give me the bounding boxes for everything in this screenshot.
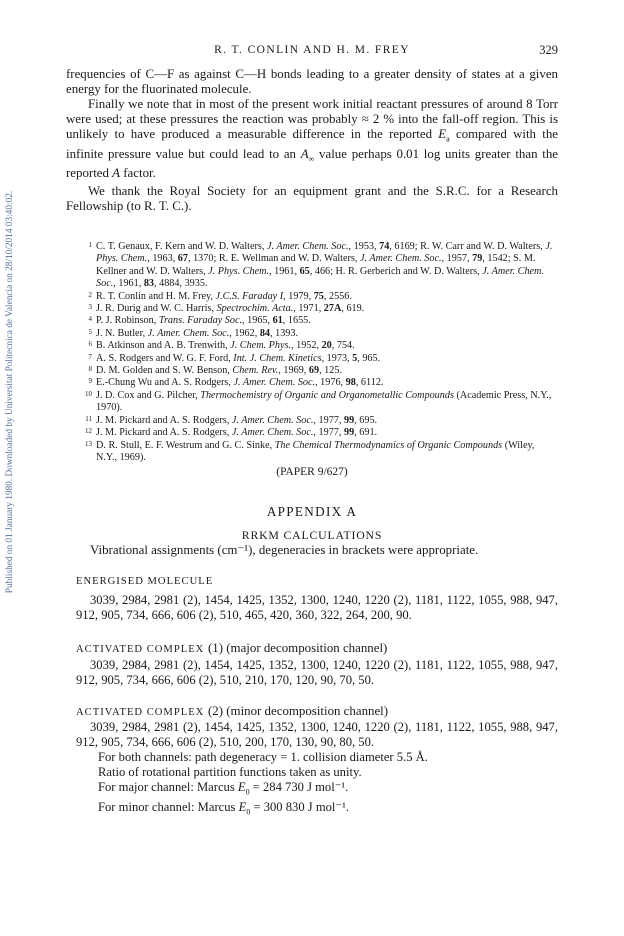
reference-text: J. R. Durig and W. C. Harris, Spectrochim. Acta., 1971, 27A, 619. <box>96 303 365 315</box>
paragraph-1: frequencies of C—F as against C—H bonds leading to a greater density of states at a given energy for the fluorinated molecule. <box>66 67 558 96</box>
reference-number: 3 <box>88 303 92 312</box>
reference-text: E.-Chung Wu and A. S. Rodgers, J. Amer. Chem. Soc., 1976, 98, 6112. <box>96 377 384 389</box>
header-authors: R. T. CONLIN AND H. M. FREY <box>214 44 410 56</box>
reference-item <box>78 340 558 352</box>
page-number: 329 <box>539 43 558 57</box>
reference-item <box>78 427 558 439</box>
param-line-1: For both channels: path degeneracy = 1. collision diameter 5.5 Å. <box>98 750 428 764</box>
reference-item <box>78 315 558 327</box>
reference-item <box>78 365 558 377</box>
reference-number: 4 <box>88 315 92 324</box>
param-line-4: For minor channel: Marcus $E_0 = 300$ 830 J mol⁻¹. <box>98 799 350 817</box>
reference-text: P. J. Robinson, Trans. Faraday Soc., 1965, 61, 1655. <box>96 315 311 327</box>
reference-number: 1 <box>88 241 92 249</box>
frequencies-complex-1: 3039, 2984, 2981 (2), 1454, 1425, 1352, 1300, 1240, 1220 (2), 1181, 1122, 1055, 988, 947, 912, 905, 734, 666, 606 (2), 510, 210, 170, 120, 90, 70, 50. <box>76 658 558 687</box>
appendix-intro: Vibrational assignments (cm⁻¹), degeneracies in brackets were appropriate. <box>90 543 479 557</box>
appendix-subtitle: RRKM CALCULATIONS <box>241 528 383 542</box>
section-activated-complex-1: ACTIVATED COMPLEX (1) (major decomposition channel) <box>76 641 388 655</box>
reference-number: 11 <box>85 414 92 423</box>
reference-text: B. Atkinson and A. B. Trenwith, J. Chem. Phys., 1952, 20, 754. <box>96 340 355 352</box>
reference-text: J. D. Cox and G. Pilcher, Thermochemistry of Organic and Organometallic Compounds (Academic Press, N.Y., 1970). <box>96 389 552 414</box>
reference-text: J. M. Pickard and A. S. Rodgers, J. Amer. Chem. Soc., 1977, 99, 691. <box>96 427 378 439</box>
reference-text: R. T. Conlin and H. M. Frey, J.C.S. Faraday I, 1979, 75, 2556. <box>96 290 352 302</box>
reference-number: 13 <box>85 439 92 448</box>
frequencies-energised: 3039, 2984, 2981 (2), 1454, 1425, 1352, 1300, 1240, 1220 (2), 1181, 1122, 1055, 988, 947, 912, 905, 734, 666, 606 (2), 510, 465, 420, 360, 322, 264, 200, 90. <box>76 593 558 622</box>
reference-item <box>78 415 558 427</box>
reference-item <box>78 303 558 315</box>
body-text <box>66 67 558 181</box>
reference-item <box>78 440 558 465</box>
reference-text: D. R. Stull, E. F. Westrum and G. C. Sinke, The Chemical Thermodynamics of Organic Compounds (Wiley, N.Y., 1969). <box>96 439 535 463</box>
section-energised-molecule: ENERGISED MOLECULE <box>76 576 214 587</box>
reference-item <box>78 353 558 365</box>
reference-number: 8 <box>88 365 92 374</box>
reference-number: 7 <box>88 352 92 361</box>
running-header <box>66 44 558 62</box>
reference-item <box>78 377 558 389</box>
channel-parameters <box>98 750 558 819</box>
paragraph-2: Finally we note that in most of the present work initial reactant pressures of around 8 Torr were used; at these pressures the reaction was probably ≈ 2 % into the fall-off region. This is unlikely to have produced a measurable difference in the reported $E_a$ compared with the infinite pressure value but could lead to an $A_\infty$ value perhaps 0.01 log units greater than the reported A factor. <box>66 97 558 181</box>
reference-number: 12 <box>85 427 92 436</box>
reference-number: 10 <box>85 389 92 398</box>
reference-item <box>78 390 558 415</box>
frequencies-complex-2: 3039, 2984, 2981 (2), 1454, 1425, 1352, 1300, 1240, 1220 (2), 1181, 1122, 1055, 988, 947, 912, 905, 734, 666, 606 (2), 510, 200, 170, 130, 90, 80, 50. <box>76 720 558 749</box>
reference-number: 5 <box>88 327 92 336</box>
reference-list <box>78 241 558 464</box>
reference-text: D. M. Golden and S. W. Benson, Chem. Rev., 1969, 69, 125. <box>96 365 342 377</box>
reference-text: A. S. Rodgers and W. G. F. Ford, Int. J. Chem. Kinetics, 1973, 5, 965. <box>96 352 381 364</box>
appendix-title: APPENDIX A <box>266 504 358 519</box>
reference-number: 6 <box>88 340 92 349</box>
section-activated-complex-2: ACTIVATED COMPLEX (2) (minor decomposition channel) <box>76 704 389 718</box>
reference-text: J. N. Butler, J. Amer. Chem. Soc., 1962, 84, 1393. <box>96 327 299 339</box>
reference-text: C. T. Genaux, F. Kern and W. D. Walters, J. Amer. Chem. Soc., 1953, 74, 6169; R. W. Carr and W. D. Walters, J. Phys. Chem., 1963, 67, 1370; R. E. Wellman and W. D. Walters, J. Amer. Chem. Soc., 1957, 79, 1542; S. M. Kellner and W. D. Walters, J. Phys. Chem., 1961, 65, 466; H. R. Gerberich and W. D. Walters, J. Amer. Chem. Soc., 1961, 83, 4884, 3935. <box>96 241 553 290</box>
reference-item <box>78 291 558 303</box>
param-line-2: Ratio of rotational partition functions taken as unity. <box>98 765 362 779</box>
reference-number: 2 <box>88 290 92 299</box>
reference-number: 9 <box>88 377 92 386</box>
reference-item <box>78 328 558 340</box>
download-notice: Published on 01 January 1980. Downloaded by Universitat Politecnica de Valencia on 28/10/2014 03:40:02. <box>5 190 15 594</box>
acknowledgement: We thank the Royal Society for an equipment grant and the S.R.C. for a Research Fellowship (to R. T. C.). <box>66 184 558 213</box>
param-line-3: For major channel: Marcus $E_0 = 284$ 730 J mol⁻¹. <box>98 780 349 797</box>
paper-code: (PAPER 9/627) <box>276 466 348 478</box>
reference-item <box>78 241 558 291</box>
reference-text: J. M. Pickard and A. S. Rodgers, J. Amer. Chem. Soc., 1977, 99, 695. <box>96 414 378 426</box>
